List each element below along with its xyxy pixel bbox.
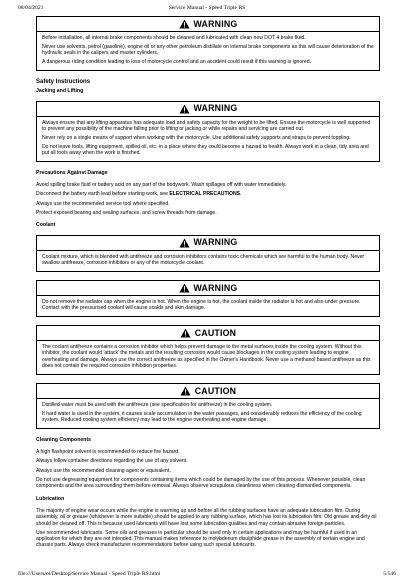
warning-header	[37, 102, 379, 117]
warning-text: Do not remove the radiator cap when the engine is hot. When the engine is hot, the coolant inside the radiator is hot and also under pressure. Contact with the pressurised coolant will cause scalds and skin damage.	[42, 298, 361, 312]
warning-header	[37, 17, 379, 32]
caution-title: CAUTION	[194, 327, 237, 338]
subsection-title-jacking: Jacking and Lifting	[36, 88, 84, 95]
caution-header	[37, 384, 379, 399]
document-title: Service Manual - Speed Triple RS	[168, 5, 246, 11]
page-header	[18, 5, 396, 15]
file-path: file:///Users/ol/Desktop/Service Manual - Speed Triple RS.html	[18, 571, 161, 577]
print-date: 08/04/2021	[18, 5, 44, 11]
warning-text: A dangerous riding condition leading to loss of motorcycle control and an accident could result if this warning is ignored.	[42, 59, 311, 66]
warning-header	[37, 236, 379, 251]
warning-box-radiator-cap	[36, 280, 380, 317]
warning-title: WARNING	[193, 103, 238, 114]
caution-text: If hard water is used in the system, it causes scale accumulation in the water passages, and considerably reduces the efficiency of the cooling system. Reduced cooling system efficiency may lead to the engine overheating and engine damage.	[42, 410, 362, 423]
warning-box-coolant-toxic	[36, 235, 380, 272]
warning-text: Do not leave tools, lifting equipment, spilled oil, etc. in a place where they could become a hazard to health. Always work in a clean, tidy area and put all tools away when the work is finished.	[42, 143, 369, 156]
manual-content	[36, 16, 380, 555]
subsection-title-lubrication: Lubrication	[36, 495, 65, 502]
electrical-precautions-link[interactable]: ELECTRICAL PRECAUTIONS	[169, 191, 241, 198]
caution-box-antifreeze	[36, 325, 380, 375]
warning-text: Before installation, all internal brake components should be cleaned and lubricated with clean new DOT 4 brake fluid.	[42, 35, 306, 41]
warning-title: WARNING	[193, 18, 238, 29]
body-text: Always use the recommended cleaning agent or equivalent.	[36, 467, 171, 474]
body-text: Always follow container directions regarding the use of any solvent.	[36, 458, 188, 465]
warning-triangle-icon	[179, 238, 190, 248]
warning-text: Never use solvents, petrol (gasoline), engine oil or any other petroleum distillate on internal brake components as this will cause deterioration of the hydraulic seals in the calipers and master cylinders.	[42, 43, 374, 57]
body-text: Do not use degreasing equipment for components containing items which could be damaged by the use of this process. Whenever possible, clean components and the area surrounding them before removal. Always observe scrupulous cleanliness when cleaning dismantled components.	[36, 477, 366, 490]
body-text: Use recommended lubricants. Some oils and greases in particular should be used only in certain applications and may be harmful if used in an application for which they are not intended. This manual makes reference to molybdenum disulphide grease in the assembly of certain engine and chassis parts. Always check manufacturer recommendations before using such special lubricants.	[36, 529, 365, 549]
caution-text: Distilled water must be used with the antifreeze (see specification for antifreeze) in the cooling system.	[42, 401, 273, 408]
warning-text: Coolant mixture, which is blended with antifreeze and corrosion inhibitors contains toxic chemicals which are harmful to the human body. Never swallow antifreeze, corrosion inhibitors or any of the motorcycle coolant.	[42, 253, 365, 266]
body-text: Avoid spilling brake fluid or battery acid on any part of the bodywork. Wash spillages off with water immediately.	[36, 182, 287, 189]
page-footer	[18, 571, 396, 581]
warning-text: Always ensure that any lifting apparatus has adequate load and safety capacity for the weight to be lifted. Ensure the motorcycle is well supported to prevent any possibility of the machine falling prior to lifting or jacking or while repairs and servicing are carried out.	[42, 119, 371, 132]
caution-triangle-icon	[180, 328, 191, 338]
body-text: Always use the recommended service tool where specified.	[36, 200, 170, 207]
body-text: The majority of engine wear occurs while the engine is warming up and before all the rubbing surfaces have an adequate lubrication film. During assembly, oil or grease (whichever is more suitable) should be applied to any rubbing surface, which has lost its lubrication film. Old grease and dirty oil should be cleaned off. This is because used lubricants will have lost some lubrication qualities and may contain abrasive foreign particles.	[36, 507, 377, 527]
body-text: Protect exposed bearing and sealing surfaces, and screw threads from damage.	[36, 210, 217, 217]
section-title-safety: Safety Instructions	[36, 78, 91, 85]
caution-triangle-icon	[180, 386, 191, 396]
subsection-title-cleaning: Cleaning Components	[36, 436, 92, 443]
warning-header	[37, 281, 379, 296]
warning-title: WARNING	[193, 282, 238, 293]
warning-box-brake	[36, 16, 380, 71]
warning-box-lifting	[36, 101, 380, 162]
caution-header	[37, 326, 379, 341]
warning-triangle-icon	[179, 283, 190, 293]
body-text: Disconnect the battery earth lead before starting work, see ELECTRICAL PRECAUTIONS.	[36, 191, 242, 198]
caution-title: CAUTION	[194, 385, 237, 396]
subsection-title-damage: Precautions Against Damage	[36, 169, 108, 176]
warning-text: Never rely on a single means of support when working with the motorcycle. Use additional safety supports and straps to prevent toppling.	[42, 134, 351, 141]
caution-box-distilled-water	[36, 383, 380, 429]
warning-title: WARNING	[193, 237, 238, 248]
body-text: A high flashpoint solvent is recommended to reduce fire hazard.	[36, 449, 180, 456]
warning-triangle-icon	[179, 19, 190, 29]
subsection-title-coolant: Coolant	[36, 222, 56, 229]
caution-text: The coolant antifreeze contains a corrosion inhibitor which helps prevent damage to the metal surfaces inside the cooling system. Without this inhibitor, the coolant would 'attack' the metals and the resulting corrosion would cause blockages in the cooling system leading to engine overheating and damage. Always use the correct antifreeze as specified in the Owner's Handbook. Never use a methanol based antifreeze as this does not contain the required corrosion inhibition properties.	[42, 343, 371, 369]
warning-triangle-icon	[179, 104, 190, 114]
page-number: 5/546	[383, 571, 396, 577]
